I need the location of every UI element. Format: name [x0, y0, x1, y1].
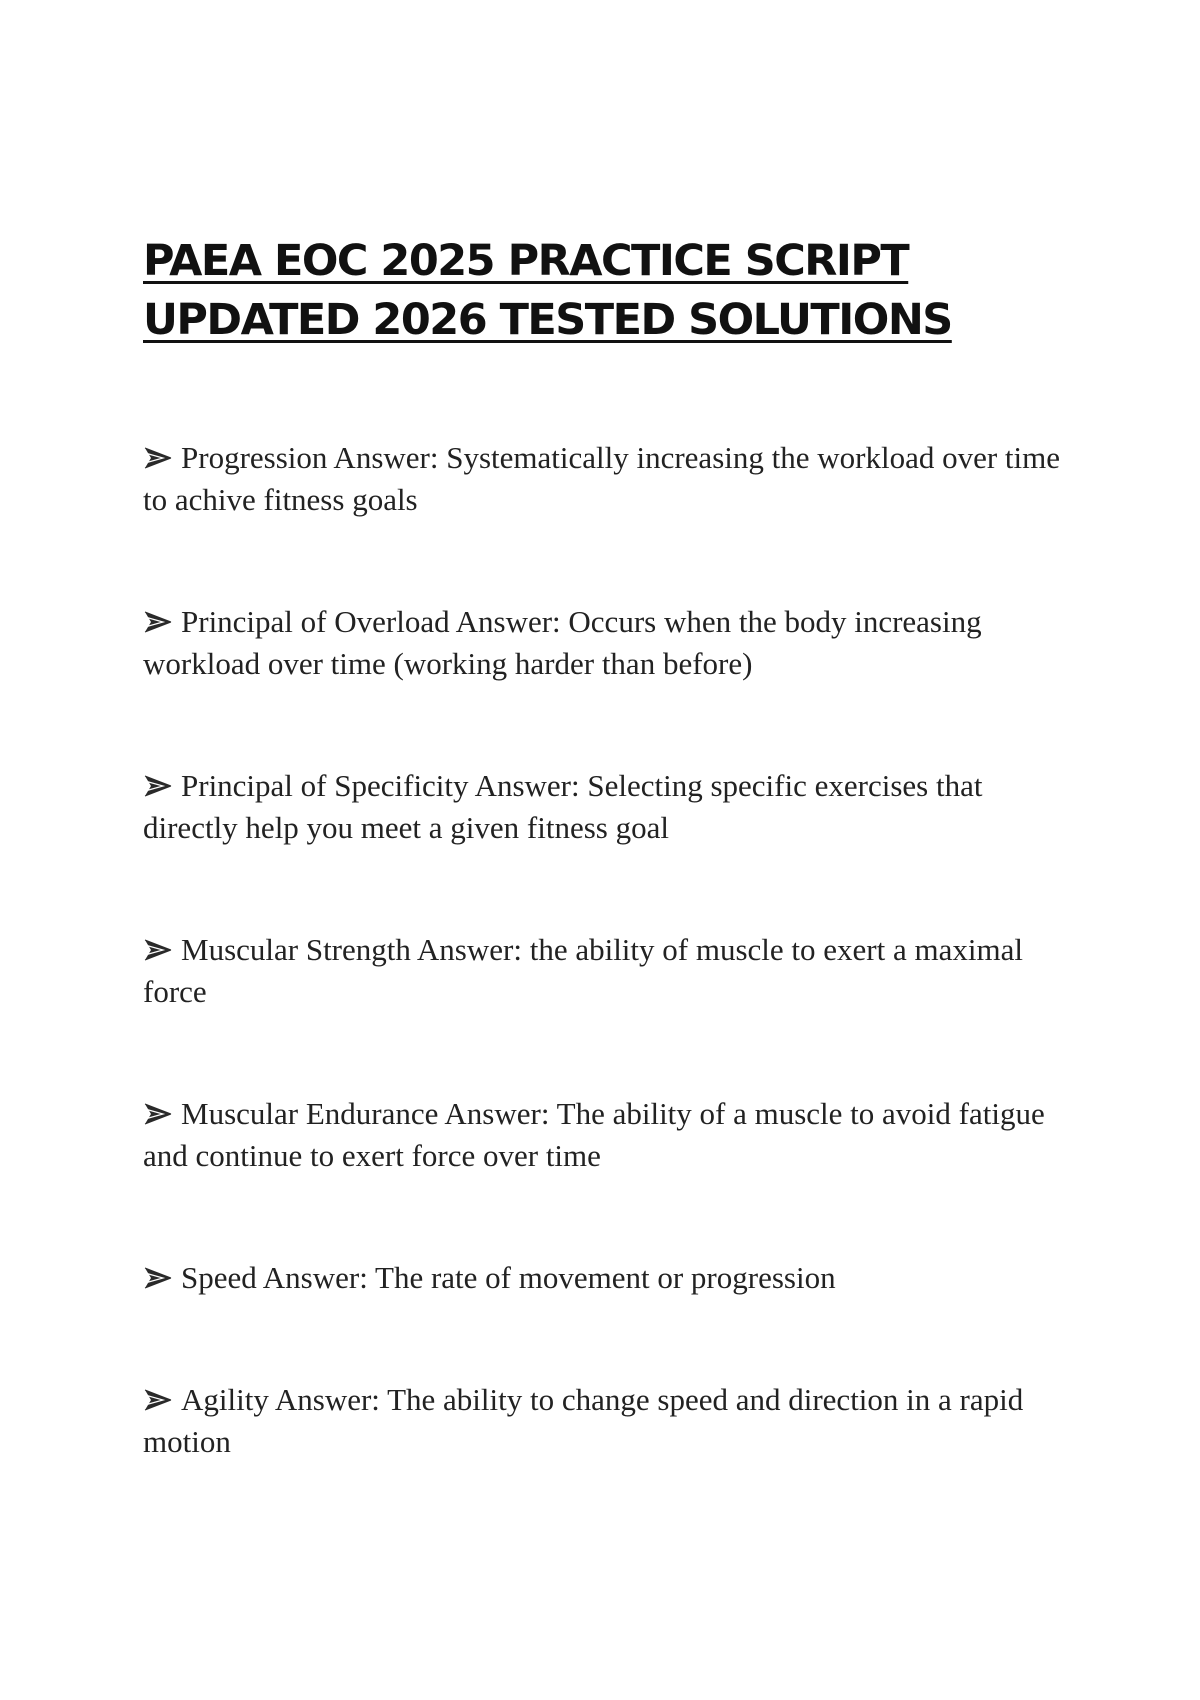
flashcard-text: Speed Answer: The rate of movement or progression — [181, 1260, 836, 1295]
flashcard-entry-specificity — [143, 765, 1083, 929]
title-line-2: UPDATED 2026 TESTED SOLUTIONS — [143, 295, 952, 345]
flashcard-text: Muscular Endurance Answer: The ability of a muscle to avoid fatigue and continue to exert force over time — [143, 1096, 1045, 1173]
flashcard-text: Principal of Specificity Answer: Selecting specific exercises that directly help you meet a given fitness goal — [143, 768, 983, 845]
flashcard-entry-muscular-strength — [143, 929, 1083, 1093]
flashcard-entry-agility — [143, 1379, 1083, 1543]
document-title — [143, 232, 952, 350]
flashcard-list — [143, 437, 1083, 1543]
double-arrow-bullet-icon — [143, 774, 173, 798]
double-arrow-bullet-icon — [143, 938, 173, 962]
flashcard-text: Principal of Overload Answer: Occurs when the body increasing workload over time (working harder than before) — [143, 604, 982, 681]
double-arrow-bullet-icon — [143, 610, 173, 634]
double-arrow-bullet-icon — [143, 1102, 173, 1126]
flashcard-text: Muscular Strength Answer: the ability of muscle to exert a maximal force — [143, 932, 1023, 1009]
flashcard-entry-overload — [143, 601, 1083, 765]
flashcard-entry-muscular-endurance — [143, 1093, 1083, 1257]
flashcard-text: Agility Answer: The ability to change speed and direction in a rapid motion — [143, 1382, 1024, 1459]
flashcard-entry-speed — [143, 1257, 1083, 1379]
title-line-1: PAEA EOC 2025 PRACTICE SCRIPT — [143, 236, 909, 286]
flashcard-text: Progression Answer: Systematically increasing the workload over time to achive fitness goals — [143, 440, 1061, 517]
double-arrow-bullet-icon — [143, 1266, 173, 1290]
double-arrow-bullet-icon — [143, 1388, 173, 1412]
double-arrow-bullet-icon — [143, 446, 173, 470]
flashcard-entry-progression — [143, 437, 1083, 601]
